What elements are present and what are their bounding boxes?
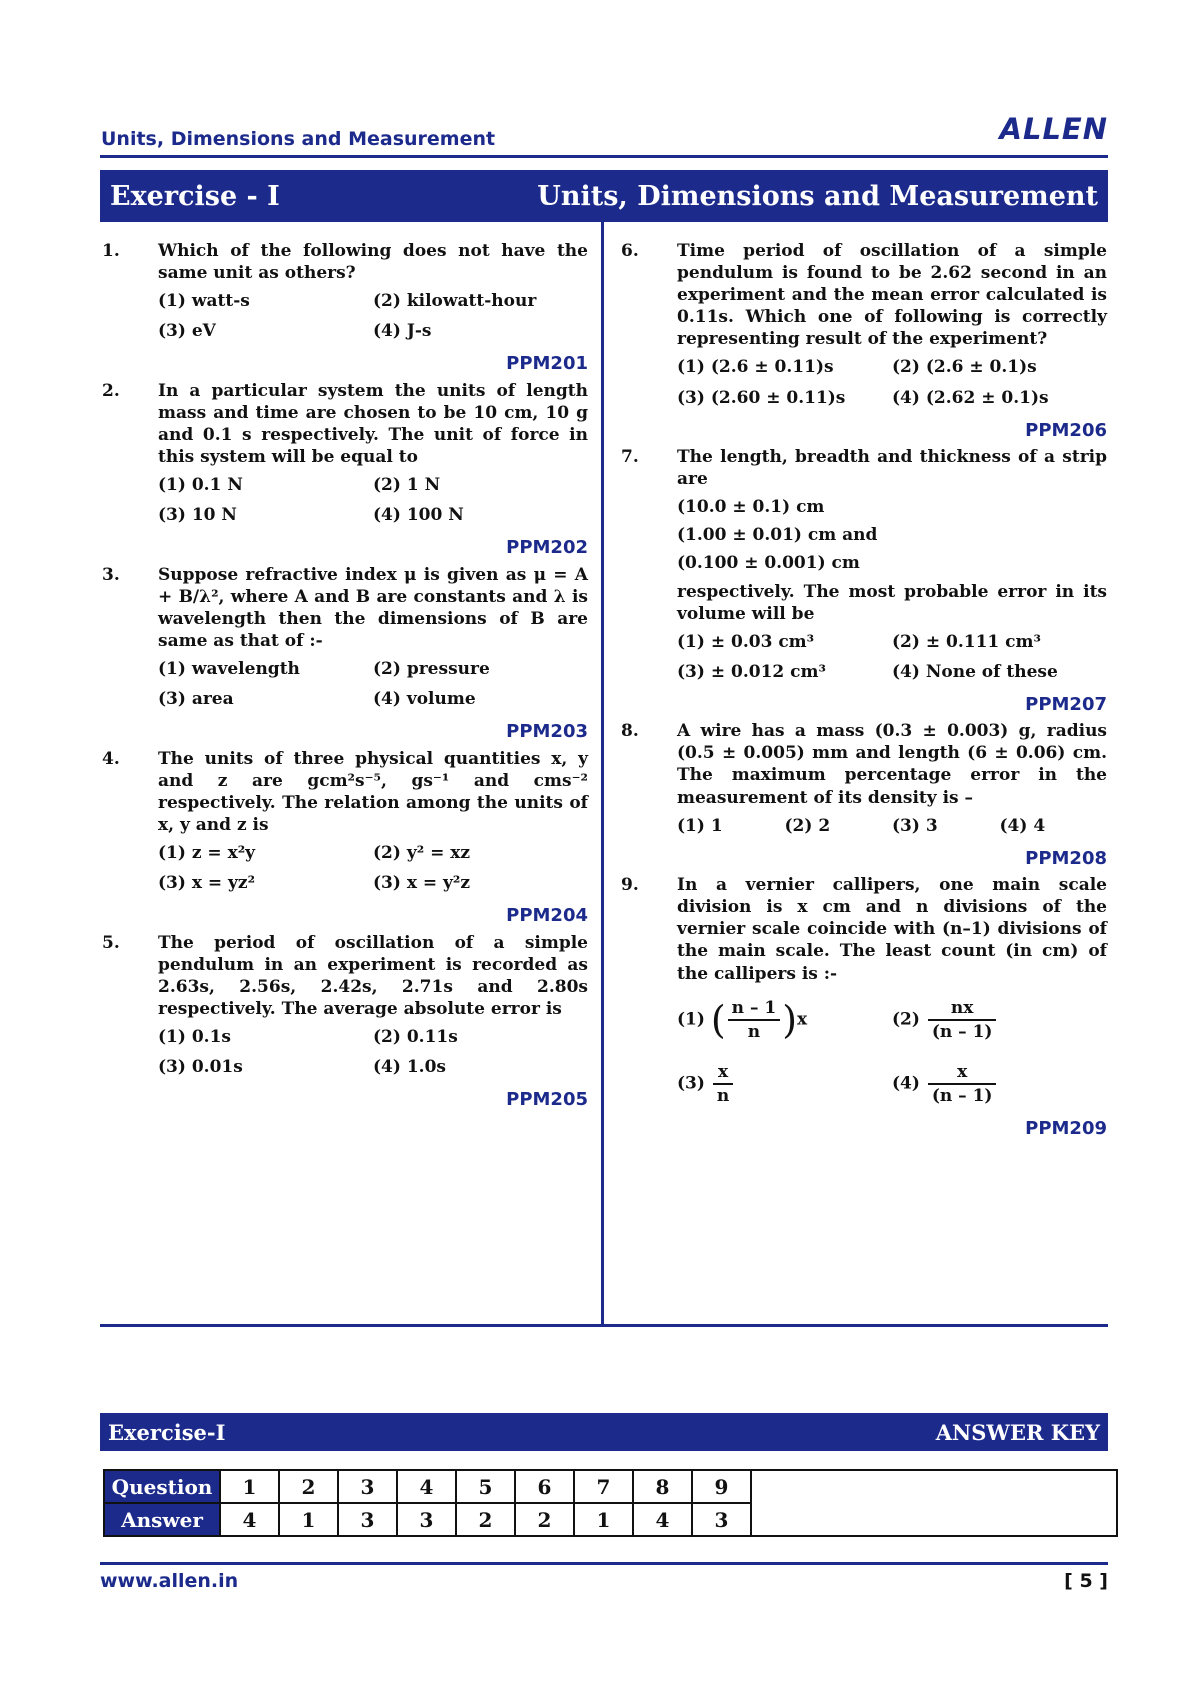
answer-cell: 3 <box>692 1503 751 1536</box>
options <box>158 658 588 710</box>
question-4 <box>100 748 588 928</box>
question-number: 8. <box>621 721 639 742</box>
fraction <box>713 1061 733 1107</box>
question-code: PPM204 <box>506 905 588 927</box>
option-2: (2) 2 <box>784 815 831 836</box>
option-3: (3) x = yz² <box>158 873 256 894</box>
dimension-line-2: (1.00 ± 0.01) cm and <box>677 525 878 546</box>
answer-cell: 4 <box>220 1503 279 1536</box>
question-cell: 7 <box>574 1470 633 1503</box>
option-1: (1) 0.1s <box>158 1027 231 1047</box>
option-label: (2) <box>892 1009 920 1030</box>
answer-key-exercise-label: Exercise-I <box>108 1419 226 1445</box>
option-1: (1) watt-s <box>158 291 250 312</box>
question-cell: 6 <box>515 1470 574 1503</box>
question-text-continued: respectively. The most probable error in its volume will be <box>677 581 1107 624</box>
option-2: (2) 0.11s <box>373 1027 458 1047</box>
question-code: PPM207 <box>1025 693 1107 715</box>
option-3: (3) 3 <box>892 815 938 836</box>
question-code: PPM203 <box>506 721 588 743</box>
question-code: PPM209 <box>1025 1117 1107 1139</box>
answer-key-title: ANSWER KEY <box>935 1419 1100 1445</box>
left-paren: ( <box>710 997 726 1042</box>
option-4: (4) 100 N <box>373 505 464 526</box>
question-number: 3. <box>102 564 120 585</box>
question-number: 4. <box>102 748 120 769</box>
question-5 <box>100 932 588 1112</box>
question-number: 1. <box>102 241 120 261</box>
column-divider <box>601 222 604 1326</box>
option-4: (4) 1.0s <box>373 1057 446 1078</box>
option-1 <box>677 997 892 1043</box>
option-1: (1) ± 0.03 cm³ <box>677 631 815 652</box>
option-4: (4) None of these <box>892 661 1058 682</box>
option-3: (3) eV <box>158 321 216 342</box>
answer-cell: 3 <box>338 1503 397 1536</box>
numerator: x <box>717 1061 729 1082</box>
empty-cell <box>751 1470 1117 1536</box>
options <box>677 631 1107 683</box>
denominator: (n – 1) <box>928 1019 997 1043</box>
answer-cell: 2 <box>456 1503 515 1536</box>
option-3: (3) 10 N <box>158 505 237 526</box>
question-code: PPM205 <box>506 1089 588 1111</box>
left-column <box>100 240 588 1116</box>
option-1: (1) z = x²y <box>158 843 256 864</box>
question-2 <box>100 380 588 560</box>
option-4 <box>892 1061 1107 1107</box>
option-4: (4) 4 <box>999 815 1046 836</box>
answer-key-banner <box>100 1413 1108 1451</box>
question-number: 2. <box>102 380 120 401</box>
question-row-label: Question <box>104 1470 220 1503</box>
question-6 <box>619 240 1107 442</box>
question-cell: 2 <box>279 1470 338 1503</box>
question-code: PPM206 <box>1025 419 1107 441</box>
option-label: (1) <box>677 1009 705 1030</box>
question-text: Which of the following does not have the same unit as others? <box>158 241 588 284</box>
option-2: (2) y² = xz <box>373 843 471 864</box>
option-4: (4) volume <box>373 689 476 710</box>
option-2: (2) kilowatt-hour <box>373 291 537 312</box>
header-rule <box>100 155 1108 158</box>
option-4: (4) J-s <box>373 321 432 342</box>
option-label: (4) <box>892 1073 920 1094</box>
question-9 <box>619 874 1107 1140</box>
question-cell: 9 <box>692 1470 751 1503</box>
answer-cell: 1 <box>279 1503 338 1536</box>
right-column <box>619 240 1107 1144</box>
option-2: (2) (2.6 ± 0.1)s <box>892 357 1037 378</box>
denominator: n <box>728 1019 781 1043</box>
numerator: n – 1 <box>731 997 777 1018</box>
right-paren: ) <box>782 997 798 1042</box>
question-text: Time period of oscillation of a simple pendulum is found to be 2.62 second in an experiment and the mean error calculated is 0.11s. Which one of following is correctly representing result of the experiment? <box>677 241 1107 350</box>
option-3 <box>677 1061 892 1107</box>
answer-cell: 4 <box>633 1503 692 1536</box>
question-code: PPM201 <box>506 353 588 375</box>
options <box>158 842 588 894</box>
question-code: PPM208 <box>1025 847 1107 869</box>
option-suffix: x <box>797 1009 808 1030</box>
question-text: Suppose refractive index μ is given as μ = A + B/λ², where A and B are constants and λ is wavelength then the dimensions of B are same as that of :- <box>158 564 588 651</box>
footer-rule <box>100 1562 1108 1565</box>
options <box>677 815 1107 837</box>
chapter-label: Units, Dimensions and Measurement <box>537 180 1098 212</box>
option-1: (1) 1 <box>677 815 723 836</box>
question-text: A wire has a mass (0.3 ± 0.003) g, radius (0.5 ± 0.005) mm and length (6 ± 0.06) cm. The maximum percentage error in the measurement of its density is – <box>677 721 1107 808</box>
answer-key-table <box>103 1469 1118 1537</box>
option-2: (2) 1 N <box>373 475 441 496</box>
answer-cell: 1 <box>574 1503 633 1536</box>
option-3: (3) 0.01s <box>158 1057 243 1078</box>
question-cell: 1 <box>220 1470 279 1503</box>
option-3: (3) (2.60 ± 0.11)s <box>677 387 846 408</box>
options <box>158 1026 588 1078</box>
question-7 <box>619 446 1107 716</box>
denominator: (n – 1) <box>928 1083 997 1107</box>
dimension-line-1: (10.0 ± 0.1) cm <box>677 497 825 518</box>
question-number: 6. <box>621 241 639 261</box>
answer-cell: 2 <box>515 1503 574 1536</box>
fraction <box>928 997 997 1043</box>
option-2 <box>892 997 1107 1043</box>
option-4: (3) x = y²z <box>373 873 471 894</box>
numerator: x <box>957 1061 968 1082</box>
question-text: In a particular system the units of length mass and time are chosen to be 10 cm, 10 g and 0.1 s respectively. The unit of force in this system will be equal to <box>158 380 588 468</box>
options <box>677 997 1107 1107</box>
question-number: 7. <box>621 447 639 468</box>
question-cell: 5 <box>456 1470 515 1503</box>
option-4: (4) (2.62 ± 0.1)s <box>892 387 1049 408</box>
question-text: The period of oscillation of a simple pendulum in an experiment is recorded as 2.63s, 2.56s, 2.42s, 2.71s and 2.80s respectively. The average absolute error is <box>158 932 588 1019</box>
exercise-banner <box>100 170 1108 222</box>
question-cell: 3 <box>338 1470 397 1503</box>
option-2: (2) pressure <box>373 659 490 680</box>
answer-cell: 3 <box>397 1503 456 1536</box>
option-3: (3) ± 0.012 cm³ <box>677 661 826 682</box>
question-number: 9. <box>621 875 639 896</box>
question-1 <box>100 240 588 376</box>
question-row <box>104 1470 1117 1503</box>
fraction <box>928 1061 997 1107</box>
option-label: (3) <box>677 1073 705 1094</box>
page-header-title: Units, Dimensions and Measurement <box>101 128 496 150</box>
question-number: 5. <box>102 932 120 953</box>
option-1: (1) 0.1 N <box>158 475 243 496</box>
options <box>158 474 588 526</box>
question-3 <box>100 564 588 744</box>
options <box>158 290 588 342</box>
question-cell: 4 <box>397 1470 456 1503</box>
fraction <box>728 997 781 1043</box>
footer-url: www.allen.in <box>100 1570 239 1592</box>
question-8 <box>619 720 1107 870</box>
question-code: PPM202 <box>506 537 588 559</box>
question-text: The length, breadth and thickness of a strip are <box>677 447 1107 490</box>
numerator: nx <box>950 997 974 1018</box>
question-text: The units of three physical quantities x, y and z are gcm²s⁻⁵, gs⁻¹ and cms⁻² respectively. The relation among the units of x, y and z is <box>158 748 588 835</box>
page-number: [ 5 ] <box>1064 1570 1108 1592</box>
option-1: (1) wavelength <box>158 659 300 680</box>
dimension-line-3: (0.100 ± 0.001) cm <box>677 553 860 574</box>
option-1: (1) (2.6 ± 0.11)s <box>677 357 834 378</box>
question-text: In a vernier callipers, one main scale division is x cm and n divisions of the vernier scale coincide with (n–1) divisions of the main scale. The least count (in cm) of the callipers is :- <box>677 875 1107 984</box>
answer-row-label: Answer <box>104 1503 220 1536</box>
question-cell: 8 <box>633 1470 692 1503</box>
allen-logo: ALLEN <box>999 112 1108 146</box>
option-3: (3) area <box>158 689 234 710</box>
options <box>677 356 1107 408</box>
content-bottom-rule <box>100 1324 1108 1327</box>
denominator: n <box>713 1083 733 1107</box>
exercise-label: Exercise - I <box>110 180 280 212</box>
option-2: (2) ± 0.111 cm³ <box>892 631 1041 652</box>
